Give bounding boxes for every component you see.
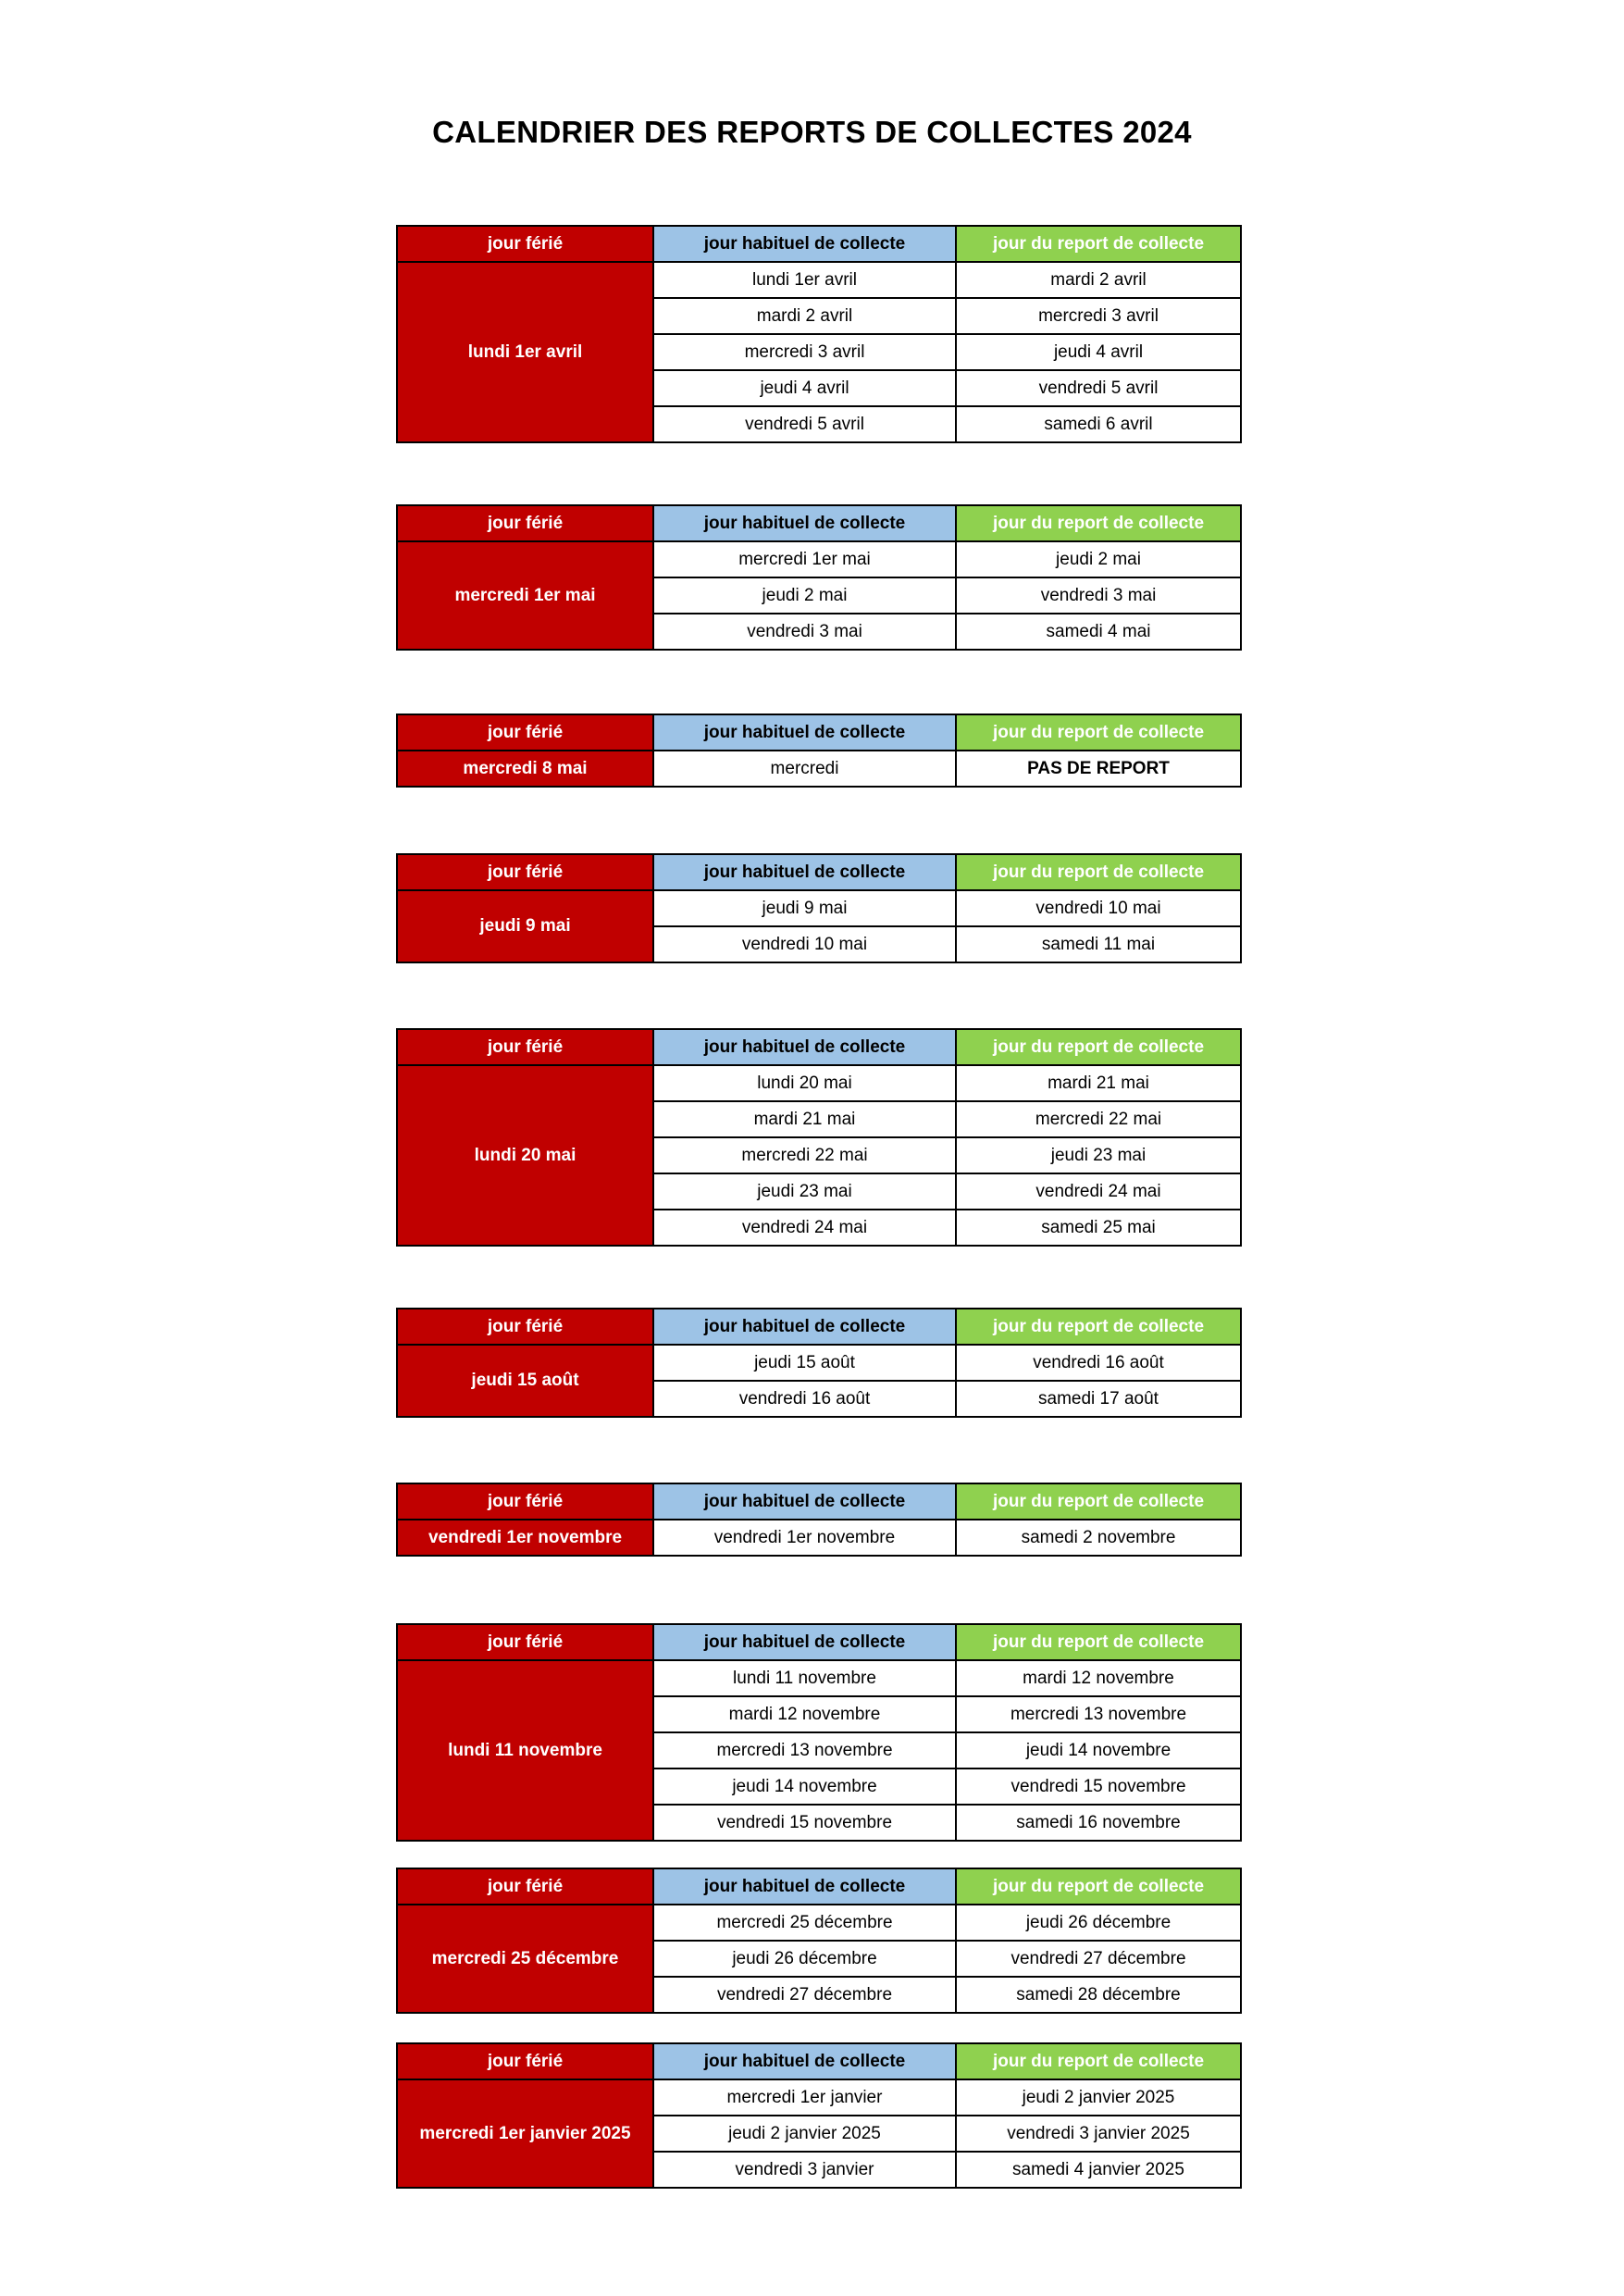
header-habituel: jour habituel de collecte xyxy=(653,505,956,541)
header-habituel: jour habituel de collecte xyxy=(653,226,956,262)
habituel-cell: vendredi 24 mai xyxy=(653,1210,956,1246)
report-cell: vendredi 15 novembre xyxy=(956,1769,1241,1805)
table-header-row xyxy=(397,505,1241,541)
report-cell: vendredi 16 août xyxy=(956,1345,1241,1381)
table-row xyxy=(397,1905,1241,1941)
habituel-cell: vendredi 1er novembre xyxy=(653,1520,956,1556)
header-report: jour du report de collecte xyxy=(956,1868,1241,1905)
report-cell: jeudi 14 novembre xyxy=(956,1732,1241,1769)
header-habituel: jour habituel de collecte xyxy=(653,1868,956,1905)
schedule-table-vendredi-1er-novembre xyxy=(396,1483,1242,1557)
habituel-cell: vendredi 16 août xyxy=(653,1381,956,1417)
holiday-cell: jeudi 9 mai xyxy=(397,890,653,962)
table-row xyxy=(397,1660,1241,1696)
habituel-cell: lundi 1er avril xyxy=(653,262,956,298)
report-cell: samedi 4 mai xyxy=(956,614,1241,650)
report-cell: jeudi 2 mai xyxy=(956,541,1241,577)
habituel-cell: vendredi 15 novembre xyxy=(653,1805,956,1841)
holiday-cell: mercredi 8 mai xyxy=(397,751,653,787)
report-cell: jeudi 23 mai xyxy=(956,1137,1241,1173)
header-report: jour du report de collecte xyxy=(956,854,1241,890)
habituel-cell: mardi 12 novembre xyxy=(653,1696,956,1732)
table-row xyxy=(397,1345,1241,1381)
report-cell: mardi 21 mai xyxy=(956,1065,1241,1101)
habituel-cell: jeudi 2 mai xyxy=(653,577,956,614)
table-header-row xyxy=(397,714,1241,751)
habituel-cell: mercredi xyxy=(653,751,956,787)
report-cell: samedi 6 avril xyxy=(956,406,1241,442)
holiday-cell: mercredi 25 décembre xyxy=(397,1905,653,2013)
schedule-table-lundi-1er-avril xyxy=(396,225,1242,443)
habituel-cell: jeudi 26 décembre xyxy=(653,1941,956,1977)
report-cell: vendredi 27 décembre xyxy=(956,1941,1241,1977)
report-cell: jeudi 2 janvier 2025 xyxy=(956,2079,1241,2116)
schedule-table-lundi-20-mai xyxy=(396,1028,1242,1247)
schedule-table-lundi-11-novembre xyxy=(396,1623,1242,1842)
header-habituel: jour habituel de collecte xyxy=(653,714,956,751)
report-cell: samedi 17 août xyxy=(956,1381,1241,1417)
report-cell: vendredi 24 mai xyxy=(956,1173,1241,1210)
habituel-cell: vendredi 27 décembre xyxy=(653,1977,956,2013)
table-row xyxy=(397,890,1241,926)
holiday-cell: mercredi 1er janvier 2025 xyxy=(397,2079,653,2188)
table-header-row xyxy=(397,854,1241,890)
holiday-cell: jeudi 15 août xyxy=(397,1345,653,1417)
table-row xyxy=(397,541,1241,577)
habituel-cell: vendredi 10 mai xyxy=(653,926,956,962)
schedule-table-mercredi-8-mai xyxy=(396,714,1242,788)
holiday-cell: vendredi 1er novembre xyxy=(397,1520,653,1556)
table-header-row xyxy=(397,1624,1241,1660)
header-ferie: jour férié xyxy=(397,505,653,541)
header-report: jour du report de collecte xyxy=(956,2043,1241,2079)
header-ferie: jour férié xyxy=(397,854,653,890)
header-report: jour du report de collecte xyxy=(956,1624,1241,1660)
table-row xyxy=(397,2079,1241,2116)
table-header-row xyxy=(397,2043,1241,2079)
table-row xyxy=(397,262,1241,298)
report-cell: samedi 11 mai xyxy=(956,926,1241,962)
habituel-cell: mercredi 22 mai xyxy=(653,1137,956,1173)
table-header-row xyxy=(397,1483,1241,1520)
habituel-cell: vendredi 5 avril xyxy=(653,406,956,442)
report-cell: samedi 25 mai xyxy=(956,1210,1241,1246)
report-cell: samedi 28 décembre xyxy=(956,1977,1241,2013)
holiday-cell: lundi 20 mai xyxy=(397,1065,653,1246)
schedule-table-mercredi-25-decembre xyxy=(396,1868,1242,2014)
habituel-cell: mercredi 1er mai xyxy=(653,541,956,577)
header-report: jour du report de collecte xyxy=(956,505,1241,541)
schedule-table-mercredi-1er-mai xyxy=(396,504,1242,651)
table-header-row xyxy=(397,1029,1241,1065)
header-ferie: jour férié xyxy=(397,2043,653,2079)
header-habituel: jour habituel de collecte xyxy=(653,1309,956,1345)
schedule-table-mercredi-1er-janvier-2025 xyxy=(396,2042,1242,2189)
habituel-cell: mercredi 1er janvier xyxy=(653,2079,956,2116)
report-cell: vendredi 3 mai xyxy=(956,577,1241,614)
header-report: jour du report de collecte xyxy=(956,1483,1241,1520)
habituel-cell: vendredi 3 janvier xyxy=(653,2152,956,2188)
schedule-table-jeudi-15-aout xyxy=(396,1308,1242,1418)
header-ferie: jour férié xyxy=(397,1868,653,1905)
header-ferie: jour férié xyxy=(397,1624,653,1660)
habituel-cell: vendredi 3 mai xyxy=(653,614,956,650)
table-row xyxy=(397,751,1241,787)
habituel-cell: jeudi 2 janvier 2025 xyxy=(653,2116,956,2152)
header-habituel: jour habituel de collecte xyxy=(653,2043,956,2079)
report-cell: mardi 2 avril xyxy=(956,262,1241,298)
report-cell: samedi 16 novembre xyxy=(956,1805,1241,1841)
habituel-cell: jeudi 14 novembre xyxy=(653,1769,956,1805)
habituel-cell: lundi 20 mai xyxy=(653,1065,956,1101)
habituel-cell: mardi 2 avril xyxy=(653,298,956,334)
header-ferie: jour férié xyxy=(397,1029,653,1065)
header-report: jour du report de collecte xyxy=(956,714,1241,751)
habituel-cell: lundi 11 novembre xyxy=(653,1660,956,1696)
header-report: jour du report de collecte xyxy=(956,1309,1241,1345)
report-cell: mardi 12 novembre xyxy=(956,1660,1241,1696)
header-report: jour du report de collecte xyxy=(956,226,1241,262)
table-header-row xyxy=(397,1309,1241,1345)
table-header-row xyxy=(397,1868,1241,1905)
report-cell: mercredi 3 avril xyxy=(956,298,1241,334)
schedule-table-jeudi-9-mai xyxy=(396,853,1242,963)
report-cell: vendredi 3 janvier 2025 xyxy=(956,2116,1241,2152)
report-cell: mercredi 13 novembre xyxy=(956,1696,1241,1732)
habituel-cell: jeudi 9 mai xyxy=(653,890,956,926)
habituel-cell: mardi 21 mai xyxy=(653,1101,956,1137)
report-cell: samedi 2 novembre xyxy=(956,1520,1241,1556)
report-cell: jeudi 26 décembre xyxy=(956,1905,1241,1941)
table-row xyxy=(397,1520,1241,1556)
report-cell: samedi 4 janvier 2025 xyxy=(956,2152,1241,2188)
report-cell: vendredi 10 mai xyxy=(956,890,1241,926)
header-ferie: jour férié xyxy=(397,1483,653,1520)
header-habituel: jour habituel de collecte xyxy=(653,1624,956,1660)
page-title: CALENDRIER DES REPORTS DE COLLECTES 2024 xyxy=(432,115,1192,149)
header-habituel: jour habituel de collecte xyxy=(653,1029,956,1065)
header-report: jour du report de collecte xyxy=(956,1029,1241,1065)
header-ferie: jour férié xyxy=(397,226,653,262)
header-habituel: jour habituel de collecte xyxy=(653,1483,956,1520)
habituel-cell: mercredi 3 avril xyxy=(653,334,956,370)
report-cell: jeudi 4 avril xyxy=(956,334,1241,370)
header-ferie: jour férié xyxy=(397,714,653,751)
report-cell: PAS DE REPORT xyxy=(956,751,1241,787)
table-header-row xyxy=(397,226,1241,262)
report-cell: mercredi 22 mai xyxy=(956,1101,1241,1137)
table-row xyxy=(397,1065,1241,1101)
report-cell: vendredi 5 avril xyxy=(956,370,1241,406)
header-ferie: jour férié xyxy=(397,1309,653,1345)
habituel-cell: jeudi 4 avril xyxy=(653,370,956,406)
holiday-cell: lundi 1er avril xyxy=(397,262,653,442)
holiday-cell: lundi 11 novembre xyxy=(397,1660,653,1841)
habituel-cell: mercredi 13 novembre xyxy=(653,1732,956,1769)
habituel-cell: jeudi 15 août xyxy=(653,1345,956,1381)
habituel-cell: mercredi 25 décembre xyxy=(653,1905,956,1941)
header-habituel: jour habituel de collecte xyxy=(653,854,956,890)
holiday-cell: mercredi 1er mai xyxy=(397,541,653,650)
habituel-cell: jeudi 23 mai xyxy=(653,1173,956,1210)
